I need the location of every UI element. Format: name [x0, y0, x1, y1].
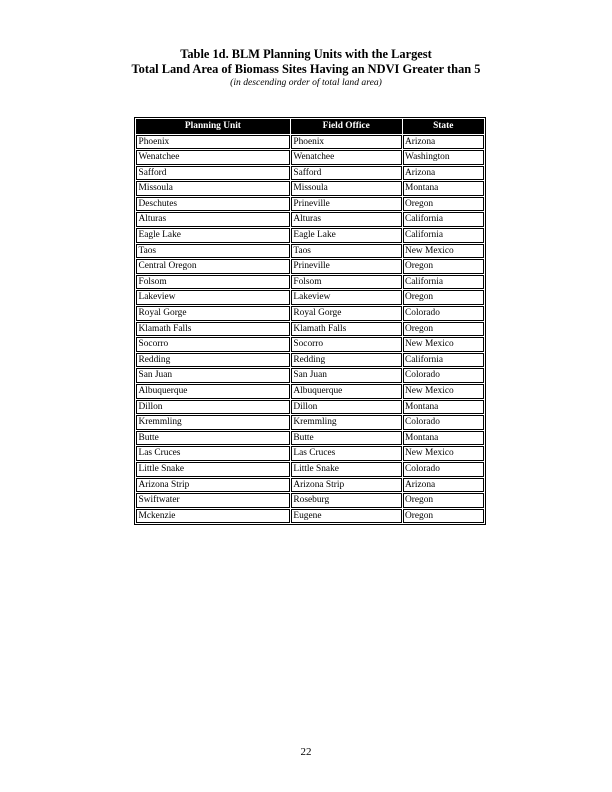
field-office-cell: Royal Gorge — [291, 306, 402, 321]
planning-unit-cell: Kremmling — [136, 415, 290, 430]
field-office-cell: San Juan — [291, 368, 402, 383]
planning-unit-cell: Arizona Strip — [136, 478, 290, 493]
table-row — [136, 228, 484, 243]
state-cell: Oregon — [403, 322, 485, 337]
field-office-cell: Lakeview — [291, 290, 402, 305]
planning-units-table-container — [134, 117, 486, 525]
planning-unit-cell: Central Oregon — [136, 259, 290, 274]
planning-unit-cell: Folsom — [136, 275, 290, 290]
table-header — [136, 119, 484, 134]
field-office-cell: Albuquerque — [291, 384, 402, 399]
field-office-cell: Safford — [291, 166, 402, 181]
field-office-cell: Little Snake — [291, 462, 402, 477]
planning-unit-cell: Safford — [136, 166, 290, 181]
planning-unit-cell: Klamath Falls — [136, 322, 290, 337]
table-row — [136, 384, 484, 399]
header-state: State — [403, 119, 485, 134]
table-row — [136, 322, 484, 337]
table-subtitle: (in descending order of total land area) — [230, 77, 382, 88]
state-cell: Oregon — [403, 290, 485, 305]
planning-unit-cell: Missoula — [136, 181, 290, 196]
table-row — [136, 259, 484, 274]
table-row — [136, 197, 484, 212]
table-row — [136, 337, 484, 352]
table-row — [136, 290, 484, 305]
planning-unit-cell: Las Cruces — [136, 446, 290, 461]
field-office-cell: Phoenix — [291, 135, 402, 150]
state-cell: Montana — [403, 181, 485, 196]
table-row — [136, 150, 484, 165]
state-cell: Arizona — [403, 135, 485, 150]
field-office-cell: Wenatchee — [291, 150, 402, 165]
state-cell: Oregon — [403, 197, 485, 212]
table-row — [136, 509, 484, 524]
planning-unit-cell: Redding — [136, 353, 290, 368]
field-office-cell: Missoula — [291, 181, 402, 196]
state-cell: New Mexico — [403, 337, 485, 352]
state-cell: Arizona — [403, 478, 485, 493]
table-row — [136, 181, 484, 196]
table-row — [136, 446, 484, 461]
planning-unit-cell: Little Snake — [136, 462, 290, 477]
field-office-cell: Arizona Strip — [291, 478, 402, 493]
table-title-line-1: Table 1d. BLM Planning Units with the Largest — [180, 47, 432, 61]
field-office-cell: Dillon — [291, 400, 402, 415]
planning-unit-cell: Dillon — [136, 400, 290, 415]
table-row — [136, 166, 484, 181]
planning-units-table — [134, 117, 486, 525]
state-cell: Arizona — [403, 166, 485, 181]
state-cell: New Mexico — [403, 384, 485, 399]
table-row — [136, 212, 484, 227]
state-cell: Colorado — [403, 368, 485, 383]
header-planning-unit: Planning Unit — [136, 119, 290, 134]
header-field-office: Field Office — [291, 119, 402, 134]
state-cell: Colorado — [403, 415, 485, 430]
state-cell: Montana — [403, 431, 485, 446]
planning-unit-cell: Wenatchee — [136, 150, 290, 165]
field-office-cell: Butte — [291, 431, 402, 446]
field-office-cell: Eagle Lake — [291, 228, 402, 243]
planning-unit-cell: Eagle Lake — [136, 228, 290, 243]
table-row — [136, 400, 484, 415]
state-cell: Oregon — [403, 259, 485, 274]
table-row — [136, 244, 484, 259]
field-office-cell: Las Cruces — [291, 446, 402, 461]
planning-unit-cell: San Juan — [136, 368, 290, 383]
field-office-cell: Folsom — [291, 275, 402, 290]
planning-unit-cell: Lakeview — [136, 290, 290, 305]
state-cell: California — [403, 212, 485, 227]
state-cell: California — [403, 353, 485, 368]
table-row — [136, 306, 484, 321]
field-office-cell: Redding — [291, 353, 402, 368]
planning-unit-cell: Taos — [136, 244, 290, 259]
field-office-cell: Eugene — [291, 509, 402, 524]
state-cell: Colorado — [403, 462, 485, 477]
planning-unit-cell: Butte — [136, 431, 290, 446]
table-row — [136, 493, 484, 508]
planning-unit-cell: Socorro — [136, 337, 290, 352]
state-cell: Oregon — [403, 509, 485, 524]
state-cell: New Mexico — [403, 244, 485, 259]
field-office-cell: Kremmling — [291, 415, 402, 430]
table-title-line-2: Total Land Area of Biomass Sites Having an NDVI Greater than 5 — [131, 62, 481, 76]
planning-unit-cell: Swiftwater — [136, 493, 290, 508]
state-cell: California — [403, 275, 485, 290]
state-cell: Washington — [403, 150, 485, 165]
table-row — [136, 275, 484, 290]
field-office-cell: Prineville — [291, 197, 402, 212]
table-row — [136, 415, 484, 430]
planning-unit-cell: Deschutes — [136, 197, 290, 212]
field-office-cell: Taos — [291, 244, 402, 259]
table-row — [136, 368, 484, 383]
table-row — [136, 135, 484, 150]
state-cell: Colorado — [403, 306, 485, 321]
field-office-cell: Prineville — [291, 259, 402, 274]
table-body — [136, 135, 484, 524]
table-row — [136, 478, 484, 493]
planning-unit-cell: Alturas — [136, 212, 290, 227]
planning-unit-cell: Royal Gorge — [136, 306, 290, 321]
table-row — [136, 431, 484, 446]
table-row — [136, 353, 484, 368]
table-header-row — [136, 119, 484, 134]
state-cell: Montana — [403, 400, 485, 415]
planning-unit-cell: Albuquerque — [136, 384, 290, 399]
planning-unit-cell: Phoenix — [136, 135, 290, 150]
state-cell: California — [403, 228, 485, 243]
state-cell: Oregon — [403, 493, 485, 508]
field-office-cell: Alturas — [291, 212, 402, 227]
table-row — [136, 462, 484, 477]
field-office-cell: Roseburg — [291, 493, 402, 508]
field-office-cell: Klamath Falls — [291, 322, 402, 337]
page-number: 22 — [300, 746, 312, 758]
planning-unit-cell: Mckenzie — [136, 509, 290, 524]
field-office-cell: Socorro — [291, 337, 402, 352]
state-cell: New Mexico — [403, 446, 485, 461]
